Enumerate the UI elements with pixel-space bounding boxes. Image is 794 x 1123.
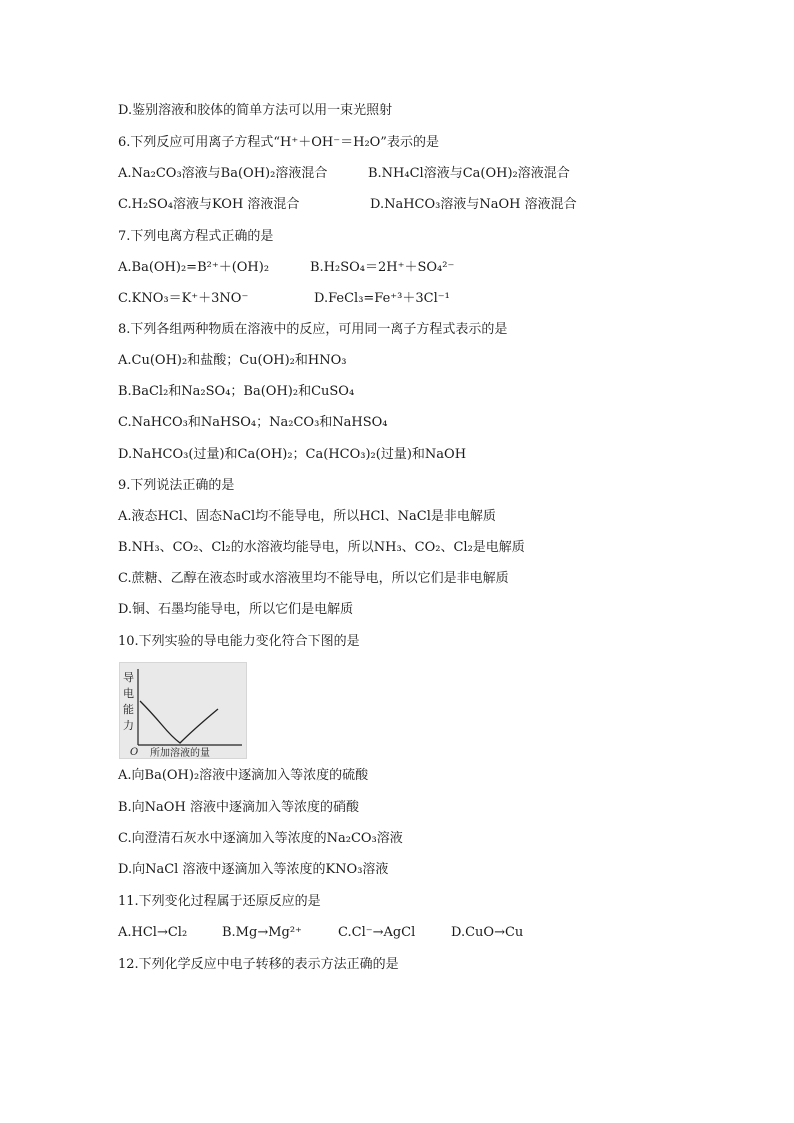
x-axis-label: 所加溶液的量 (150, 748, 210, 758)
option-10a: A.向Ba(OH)₂溶液中逐滴加入等浓度的硫酸 (118, 768, 369, 783)
option-10d: D.向NaCl 溶液中逐滴加入等浓度的KNO₃溶液 (118, 862, 389, 877)
option-9a: A.液态HCl、固态NaCl均不能导电，所以HCl、NaCl是非电解质 (118, 509, 496, 524)
option-10b: B.向NaOH 溶液中逐滴加入等浓度的硝酸 (118, 800, 359, 815)
origin-label: O (130, 747, 139, 758)
conductivity-curve (140, 701, 218, 743)
option-11b: B.Mg→Mg²⁺ (222, 925, 302, 940)
option-7a: A.Ba(OH)₂=B²⁺＋(OH)₂ (118, 260, 270, 275)
option-7d: D.FeCl₃=Fe⁺³＋3Cl⁻¹ (314, 291, 450, 306)
option-9b: B.NH₃、CO₂、Cl₂的水溶液均能导电，所以NH₃、CO₂、Cl₂是电解质 (118, 540, 525, 555)
question-10: 10.下列实验的导电能力变化符合下图的是 (118, 634, 360, 649)
option-8a: A.Cu(OH)₂和盐酸；Cu(OH)₂和HNO₃ (118, 353, 347, 368)
option-5d: D.鉴别溶液和胶体的简单方法可以用一束光照射 (118, 103, 393, 118)
ylabel-char-1: 导 (123, 671, 134, 684)
ylabel-char-2: 电 (123, 687, 134, 700)
option-9c: C.蔗糖、乙醇在液态时或水溶液里均不能导电，所以它们是非电解质 (118, 571, 509, 586)
option-6a: A.Na₂CO₃溶液与Ba(OH)₂溶液混合 (118, 166, 328, 181)
option-8d: D.NaHCO₃(过量)和Ca(OH)₂；Ca(HCO₃)₂(过量)和NaOH (118, 447, 467, 462)
question-12: 12.下列化学反应中电子转移的表示方法正确的是 (118, 957, 399, 972)
question-7: 7.下列电离方程式正确的是 (118, 229, 274, 244)
option-8b: B.BaCl₂和Na₂SO₄；Ba(OH)₂和CuSO₄ (118, 384, 355, 399)
option-8c: C.NaHCO₃和NaHSO₄；Na₂CO₃和NaHSO₄ (118, 415, 388, 430)
option-10c: C.向澄清石灰水中逐滴加入等浓度的Na₂CO₃溶液 (118, 831, 403, 846)
conductivity-graph (120, 663, 246, 758)
option-9d: D.铜、石墨均能导电，所以它们是电解质 (118, 602, 354, 617)
option-7c: C.KNO₃＝K⁺＋3NO⁻ (118, 291, 249, 306)
conductivity-figure (119, 662, 247, 759)
option-11d: D.CuO→Cu (451, 925, 524, 940)
question-9: 9.下列说法正确的是 (118, 478, 235, 493)
option-6b: B.NH₄Cl溶液与Ca(OH)₂溶液混合 (368, 166, 570, 181)
question-11: 11.下列变化过程属于还原反应的是 (118, 894, 321, 909)
ylabel-char-4: 力 (123, 719, 134, 732)
option-7b: B.H₂SO₄＝2H⁺＋SO₄²⁻ (310, 260, 455, 275)
option-6c: C.H₂SO₄溶液与KOH 溶液混合 (118, 197, 300, 212)
question-8: 8.下列各组两种物质在溶液中的反应，可用同一离子方程式表示的是 (118, 322, 508, 337)
option-11a: A.HCl→Cl₂ (118, 925, 188, 940)
ylabel-char-3: 能 (123, 703, 134, 716)
option-6d: D.NaHCO₃溶液与NaOH 溶液混合 (370, 197, 577, 212)
question-6: 6.下列反应可用离子方程式“H⁺＋OH⁻＝H₂O”表示的是 (118, 135, 439, 150)
option-11c: C.Cl⁻→AgCl (338, 925, 416, 940)
